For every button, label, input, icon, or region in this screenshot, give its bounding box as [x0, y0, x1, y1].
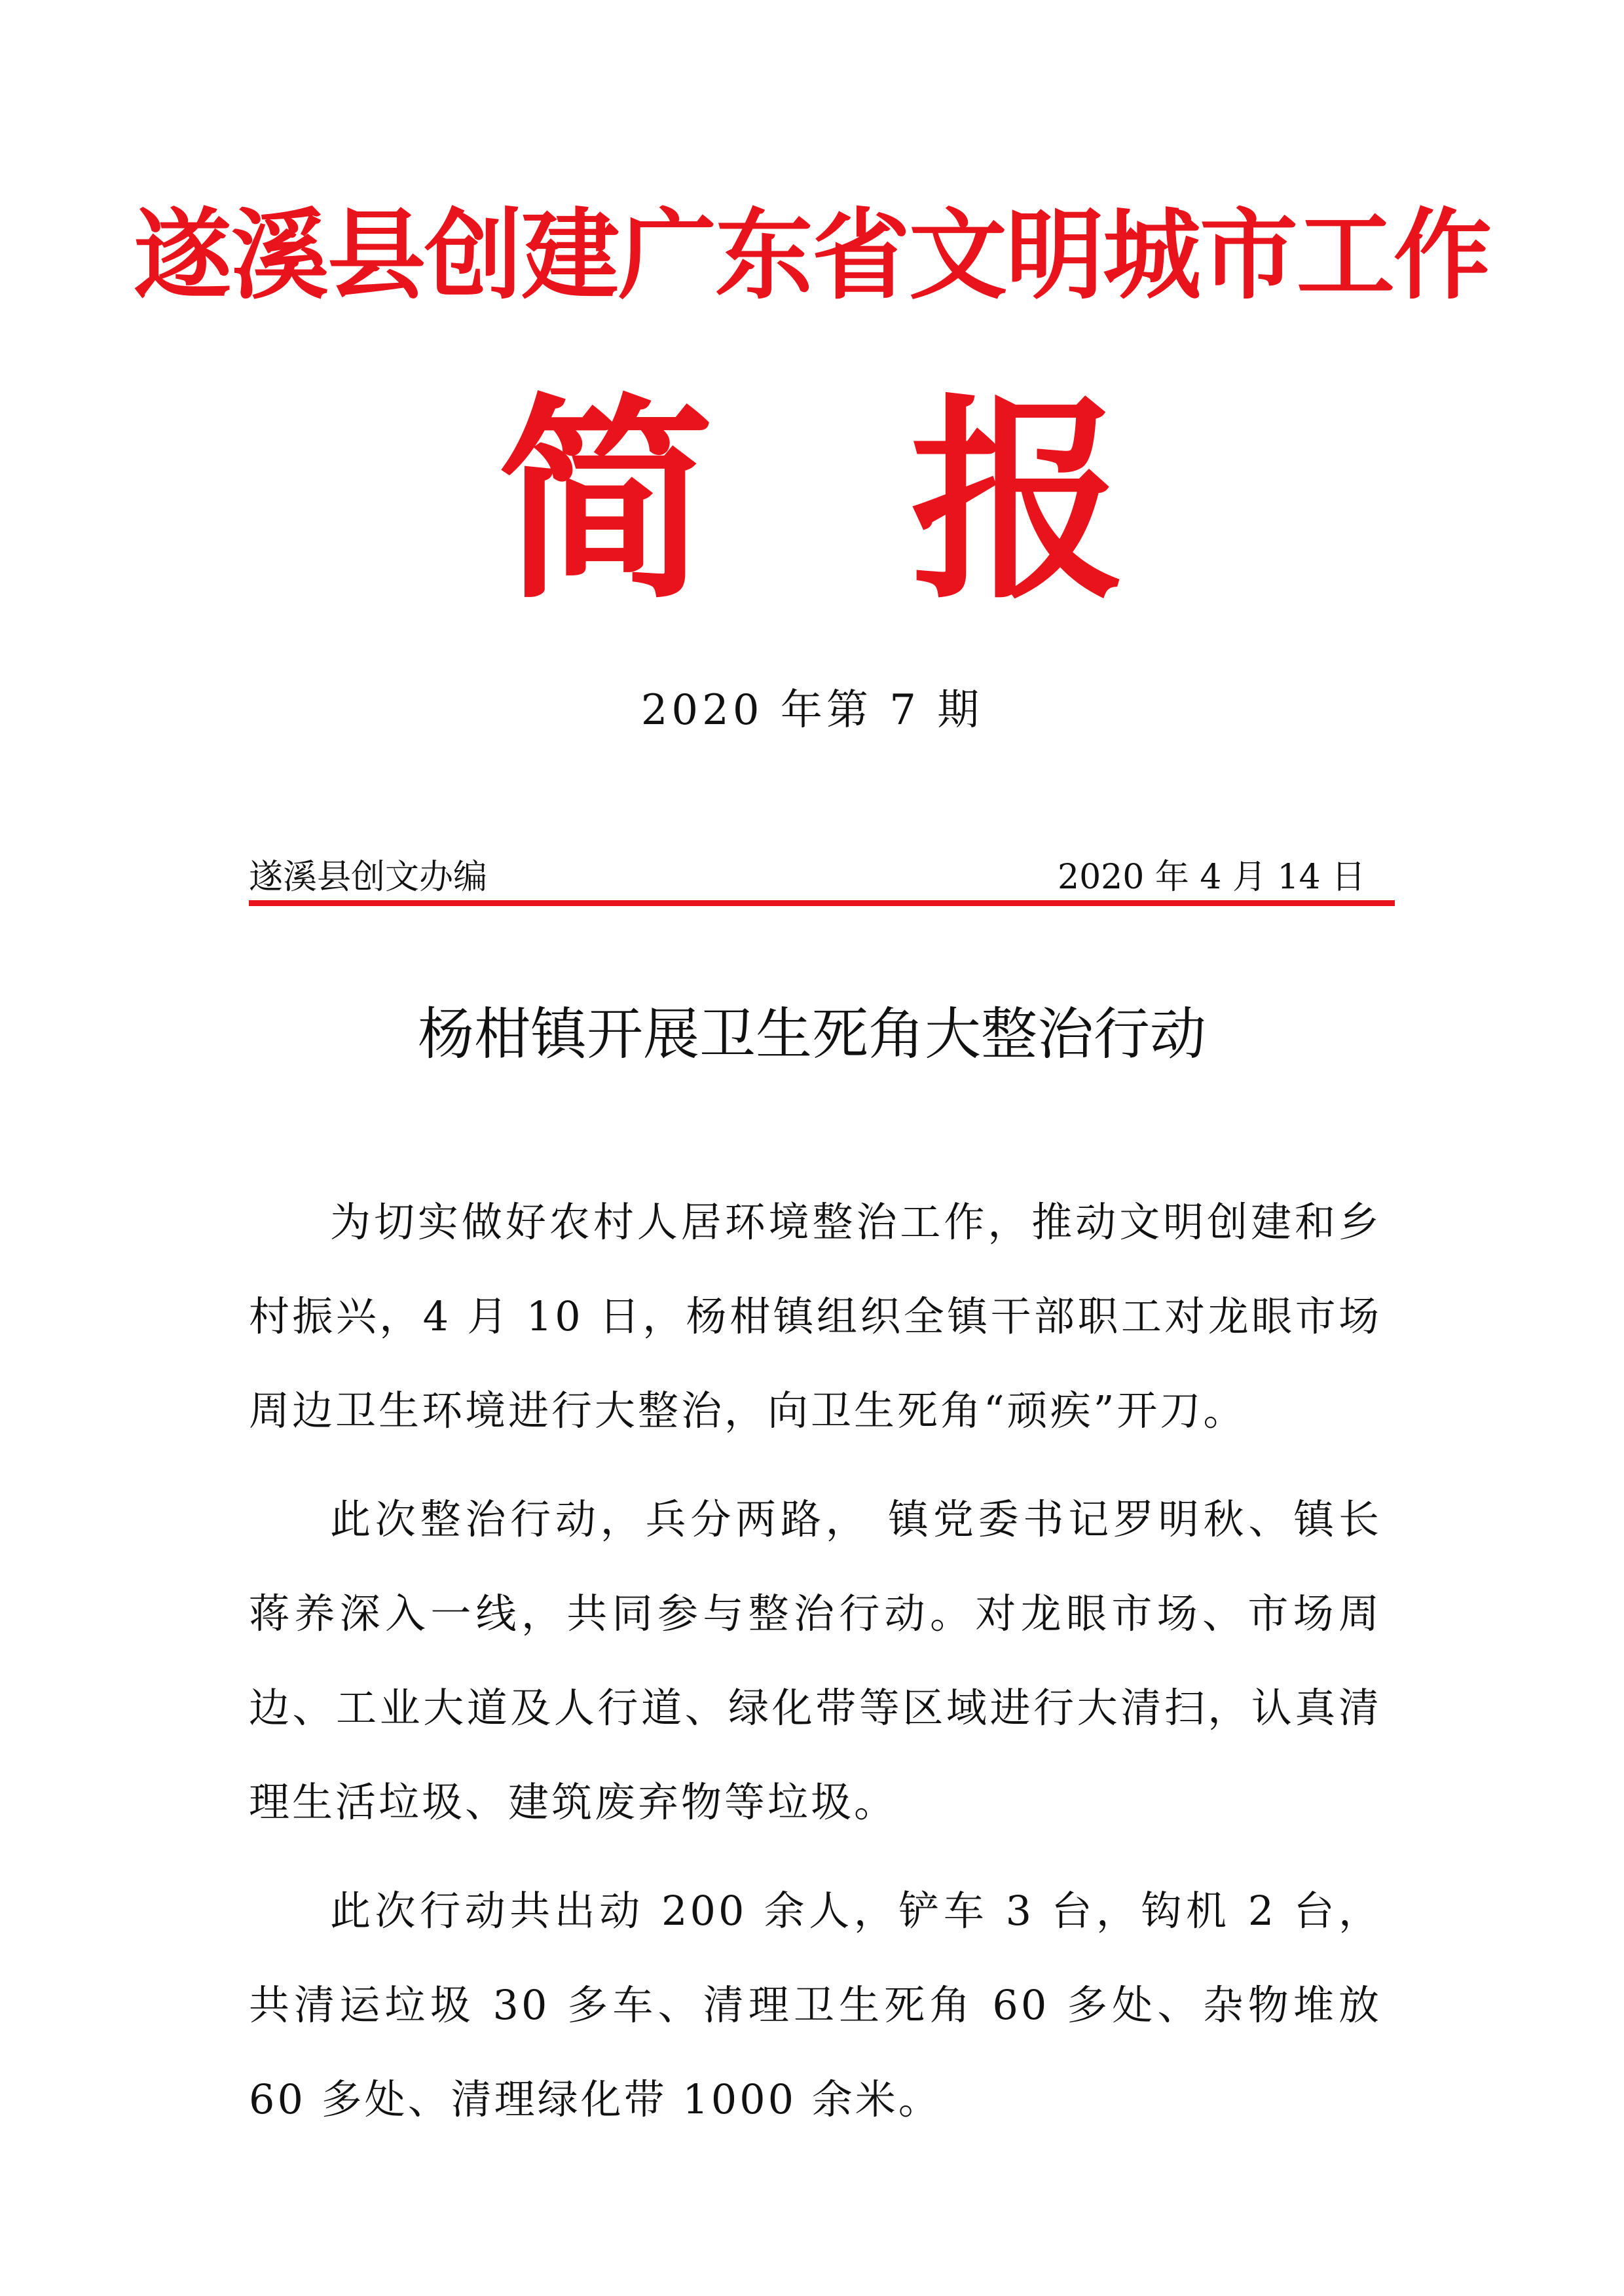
- editor-line: 遂溪县创文办编: [249, 858, 488, 897]
- article-paragraph: 此次行动共出动 200 余人，铲车 3 台，钩机 2 台，共清运垃圾 30 多车、清理卫生死角 60 多处、杂物堆放 60 多处、清理绿化带 1000 余米。: [249, 1887, 1382, 2123]
- article-body: [249, 1175, 1382, 2161]
- issue-number: 2020 年第 7 期: [640, 686, 984, 735]
- masthead-title: 简报: [498, 374, 1323, 628]
- publication-date: 2020 年 4 月 14 日: [1058, 858, 1366, 897]
- article-title: 杨柑镇开展卫生死角大整治行动: [418, 1002, 1206, 1067]
- masthead-organization: 遂溪县创建广东省文明城市工作: [133, 198, 1490, 313]
- red-divider-rule: [249, 900, 1395, 906]
- article-paragraph: 此次整治行动，兵分两路， 镇党委书记罗明秋、镇长蒋养深入一线，共同参与整治行动。对龙眼市场、市场周边、工业大道及人行道、绿化带等区域进行大清扫，认真清理生活垃圾、建筑废弃物等垃圾。: [249, 1495, 1382, 1826]
- article-paragraph: 为切实做好农村人居环境整治工作，推动文明创建和乡村振兴，4 月 10 日，杨柑镇组织全镇干部职工对龙眼市场周边卫生环境进行大整治，向卫生死角“顽疾”开刀。: [249, 1198, 1382, 1434]
